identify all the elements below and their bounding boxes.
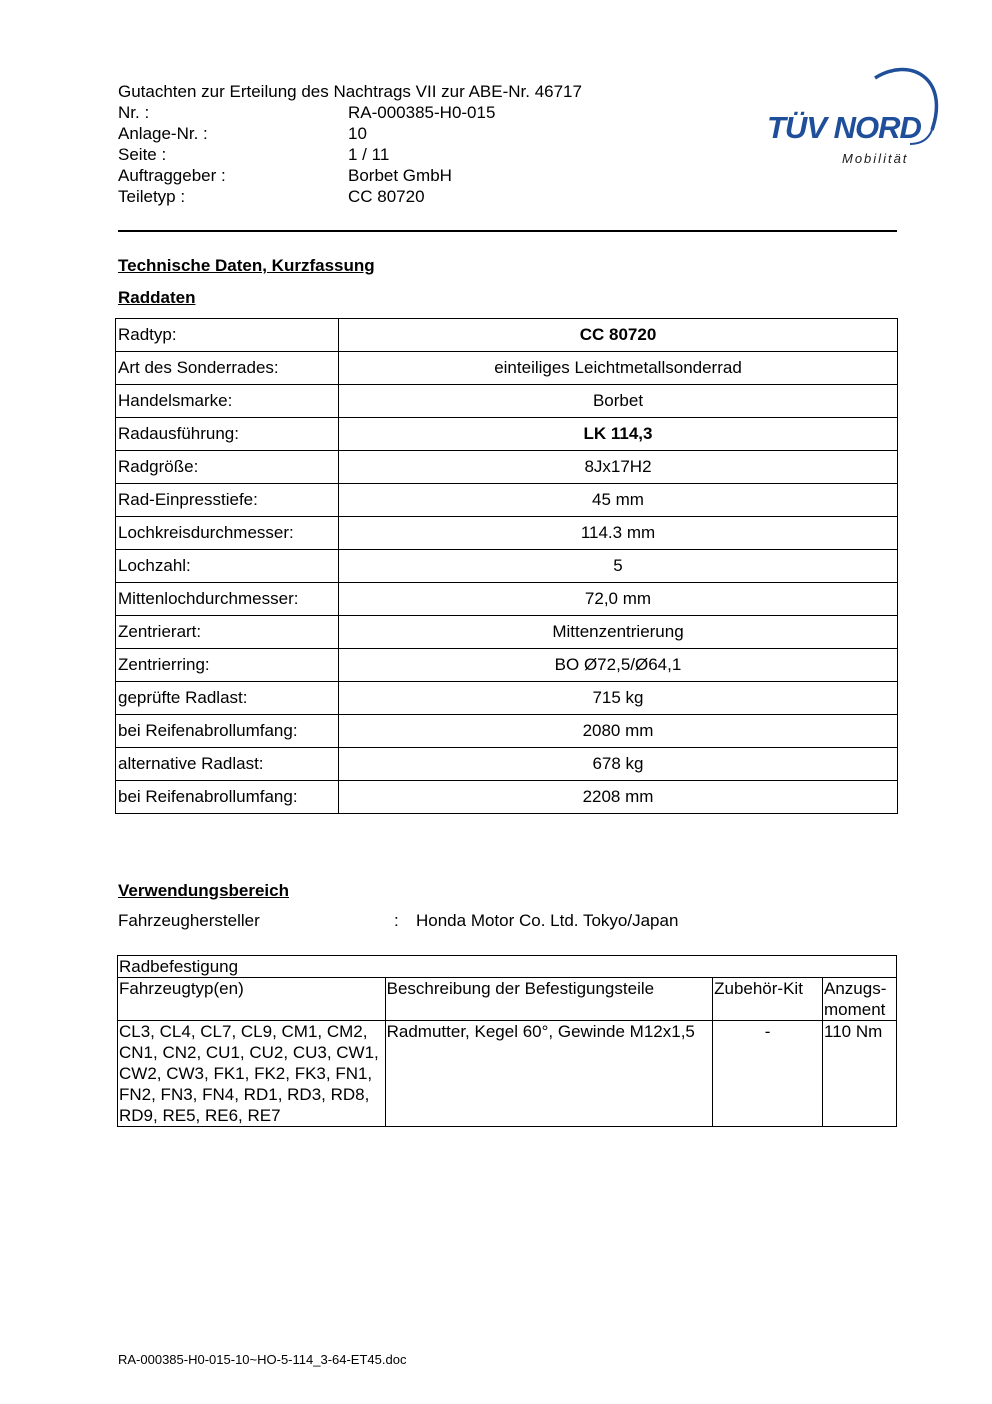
- header-label: Nr. :: [118, 103, 150, 122]
- column-header: Zubehör-Kit: [713, 978, 823, 1021]
- table-row: [116, 550, 898, 583]
- row-value: 715 kg: [339, 682, 898, 715]
- table-row: [116, 748, 898, 781]
- row-value: einteiliges Leichtmetallsonderrad: [339, 352, 898, 385]
- table-header-row: [118, 978, 897, 1021]
- row-value: 2080 mm: [339, 715, 898, 748]
- document-footer: RA-000385-H0-015-10~HO-5-114_3-64-ET45.doc: [118, 1352, 407, 1367]
- row-label: Radtyp:: [116, 319, 339, 352]
- table-row: [116, 583, 898, 616]
- section-heading-verwendung: Verwendungsbereich: [118, 881, 289, 900]
- table-row: [116, 418, 898, 451]
- row-value: 2208 mm: [339, 781, 898, 814]
- table-row: [116, 319, 898, 352]
- row-label: Zentrierring:: [116, 649, 339, 682]
- table-row: [116, 682, 898, 715]
- hersteller-colon: :: [394, 911, 399, 930]
- row-value: LK 114,3: [339, 418, 898, 451]
- header-value: RA-000385-H0-015: [348, 103, 496, 122]
- header-row-teiletyp: [118, 186, 582, 207]
- column-header: Fahrzeugtyp(en): [118, 978, 386, 1021]
- logo-subtitle: Mobilität: [842, 151, 909, 166]
- header-value: 1 / 11: [348, 145, 390, 164]
- row-value: 8Jx17H2: [339, 451, 898, 484]
- row-value: BO Ø72,5/Ø64,1: [339, 649, 898, 682]
- document-title: Gutachten zur Erteilung des Nachtrags VII zur ABE-Nr. 46717: [118, 82, 582, 101]
- row-label: Lochzahl:: [116, 550, 339, 583]
- header-label: Seite :: [118, 145, 167, 164]
- torque-cell: 110 Nm: [823, 1021, 897, 1127]
- kit-cell: -: [713, 1021, 823, 1127]
- header-value: Borbet GmbH: [348, 166, 452, 185]
- section-heading-tech: Technische Daten, Kurzfassung: [118, 256, 375, 275]
- table-row: [118, 1021, 897, 1127]
- header-value: 10: [348, 124, 367, 143]
- document-header: [118, 81, 582, 207]
- raddaten-table: [115, 318, 898, 814]
- row-value: 72,0 mm: [339, 583, 898, 616]
- table-row: [116, 715, 898, 748]
- row-label: Mittenlochdurchmesser:: [116, 583, 339, 616]
- vehicle-types-cell: CL3, CL4, CL7, CL9, CM1, CM2, CN1, CN2, CU1, CU2, CU3, CW1, CW2, CW3, FK1, FK2, FK3, FN1, FN2, FN3, FN4, RD1, RD3, RD8, RD9, RE5, RE6, RE7: [118, 1021, 386, 1127]
- row-label: alternative Radlast:: [116, 748, 339, 781]
- befestigung-table: [117, 955, 897, 1127]
- table-title: Radbefestigung: [118, 956, 897, 978]
- table-row: [116, 649, 898, 682]
- row-label: Radausführung:: [116, 418, 339, 451]
- column-header: Anzugs-moment: [823, 978, 897, 1021]
- header-row-anlage: [118, 123, 582, 144]
- table-row: [116, 385, 898, 418]
- row-label: Art des Sonderrades:: [116, 352, 339, 385]
- row-label: Handelsmarke:: [116, 385, 339, 418]
- hersteller-label: Fahrzeughersteller: [118, 911, 260, 930]
- header-label: Auftraggeber :: [118, 166, 226, 185]
- row-value: 114.3 mm: [339, 517, 898, 550]
- hersteller-value: Honda Motor Co. Ltd. Tokyo/Japan: [416, 911, 679, 930]
- row-label: Lochkreisdurchmesser:: [116, 517, 339, 550]
- description-cell: Radmutter, Kegel 60°, Gewinde M12x1,5: [385, 1021, 712, 1127]
- header-row-auftraggeber: [118, 165, 582, 186]
- table-row: [116, 517, 898, 550]
- header-label: Teiletyp :: [118, 187, 186, 206]
- table-title-row: [118, 956, 897, 978]
- header-value: CC 80720: [348, 187, 425, 206]
- row-value: 678 kg: [339, 748, 898, 781]
- table-row: [116, 616, 898, 649]
- tuv-nord-logo: [760, 58, 950, 173]
- header-row-seite: [118, 144, 582, 165]
- row-value: CC 80720: [339, 319, 898, 352]
- table-row: [116, 781, 898, 814]
- row-label: Radgröße:: [116, 451, 339, 484]
- row-value: 5: [339, 550, 898, 583]
- table-row: [116, 484, 898, 517]
- header-divider: [118, 230, 897, 232]
- row-label: bei Reifenabrollumfang:: [116, 781, 339, 814]
- table-row: [116, 451, 898, 484]
- row-value: Borbet: [339, 385, 898, 418]
- row-label: bei Reifenabrollumfang:: [116, 715, 339, 748]
- row-label: Zentrierart:: [116, 616, 339, 649]
- row-label: Rad-Einpresstiefe:: [116, 484, 339, 517]
- row-label: geprüfte Radlast:: [116, 682, 339, 715]
- row-value: Mittenzentrierung: [339, 616, 898, 649]
- section-heading-raddaten: Raddaten: [118, 288, 196, 307]
- header-row-nr: [118, 102, 582, 123]
- header-label: Anlage-Nr. :: [118, 124, 208, 143]
- table-row: [116, 352, 898, 385]
- row-value: 45 mm: [339, 484, 898, 517]
- logo-brand: TÜV NORD: [767, 110, 921, 145]
- hersteller-line: [118, 911, 678, 931]
- column-header: Beschreibung der Befestigungsteile: [385, 978, 712, 1021]
